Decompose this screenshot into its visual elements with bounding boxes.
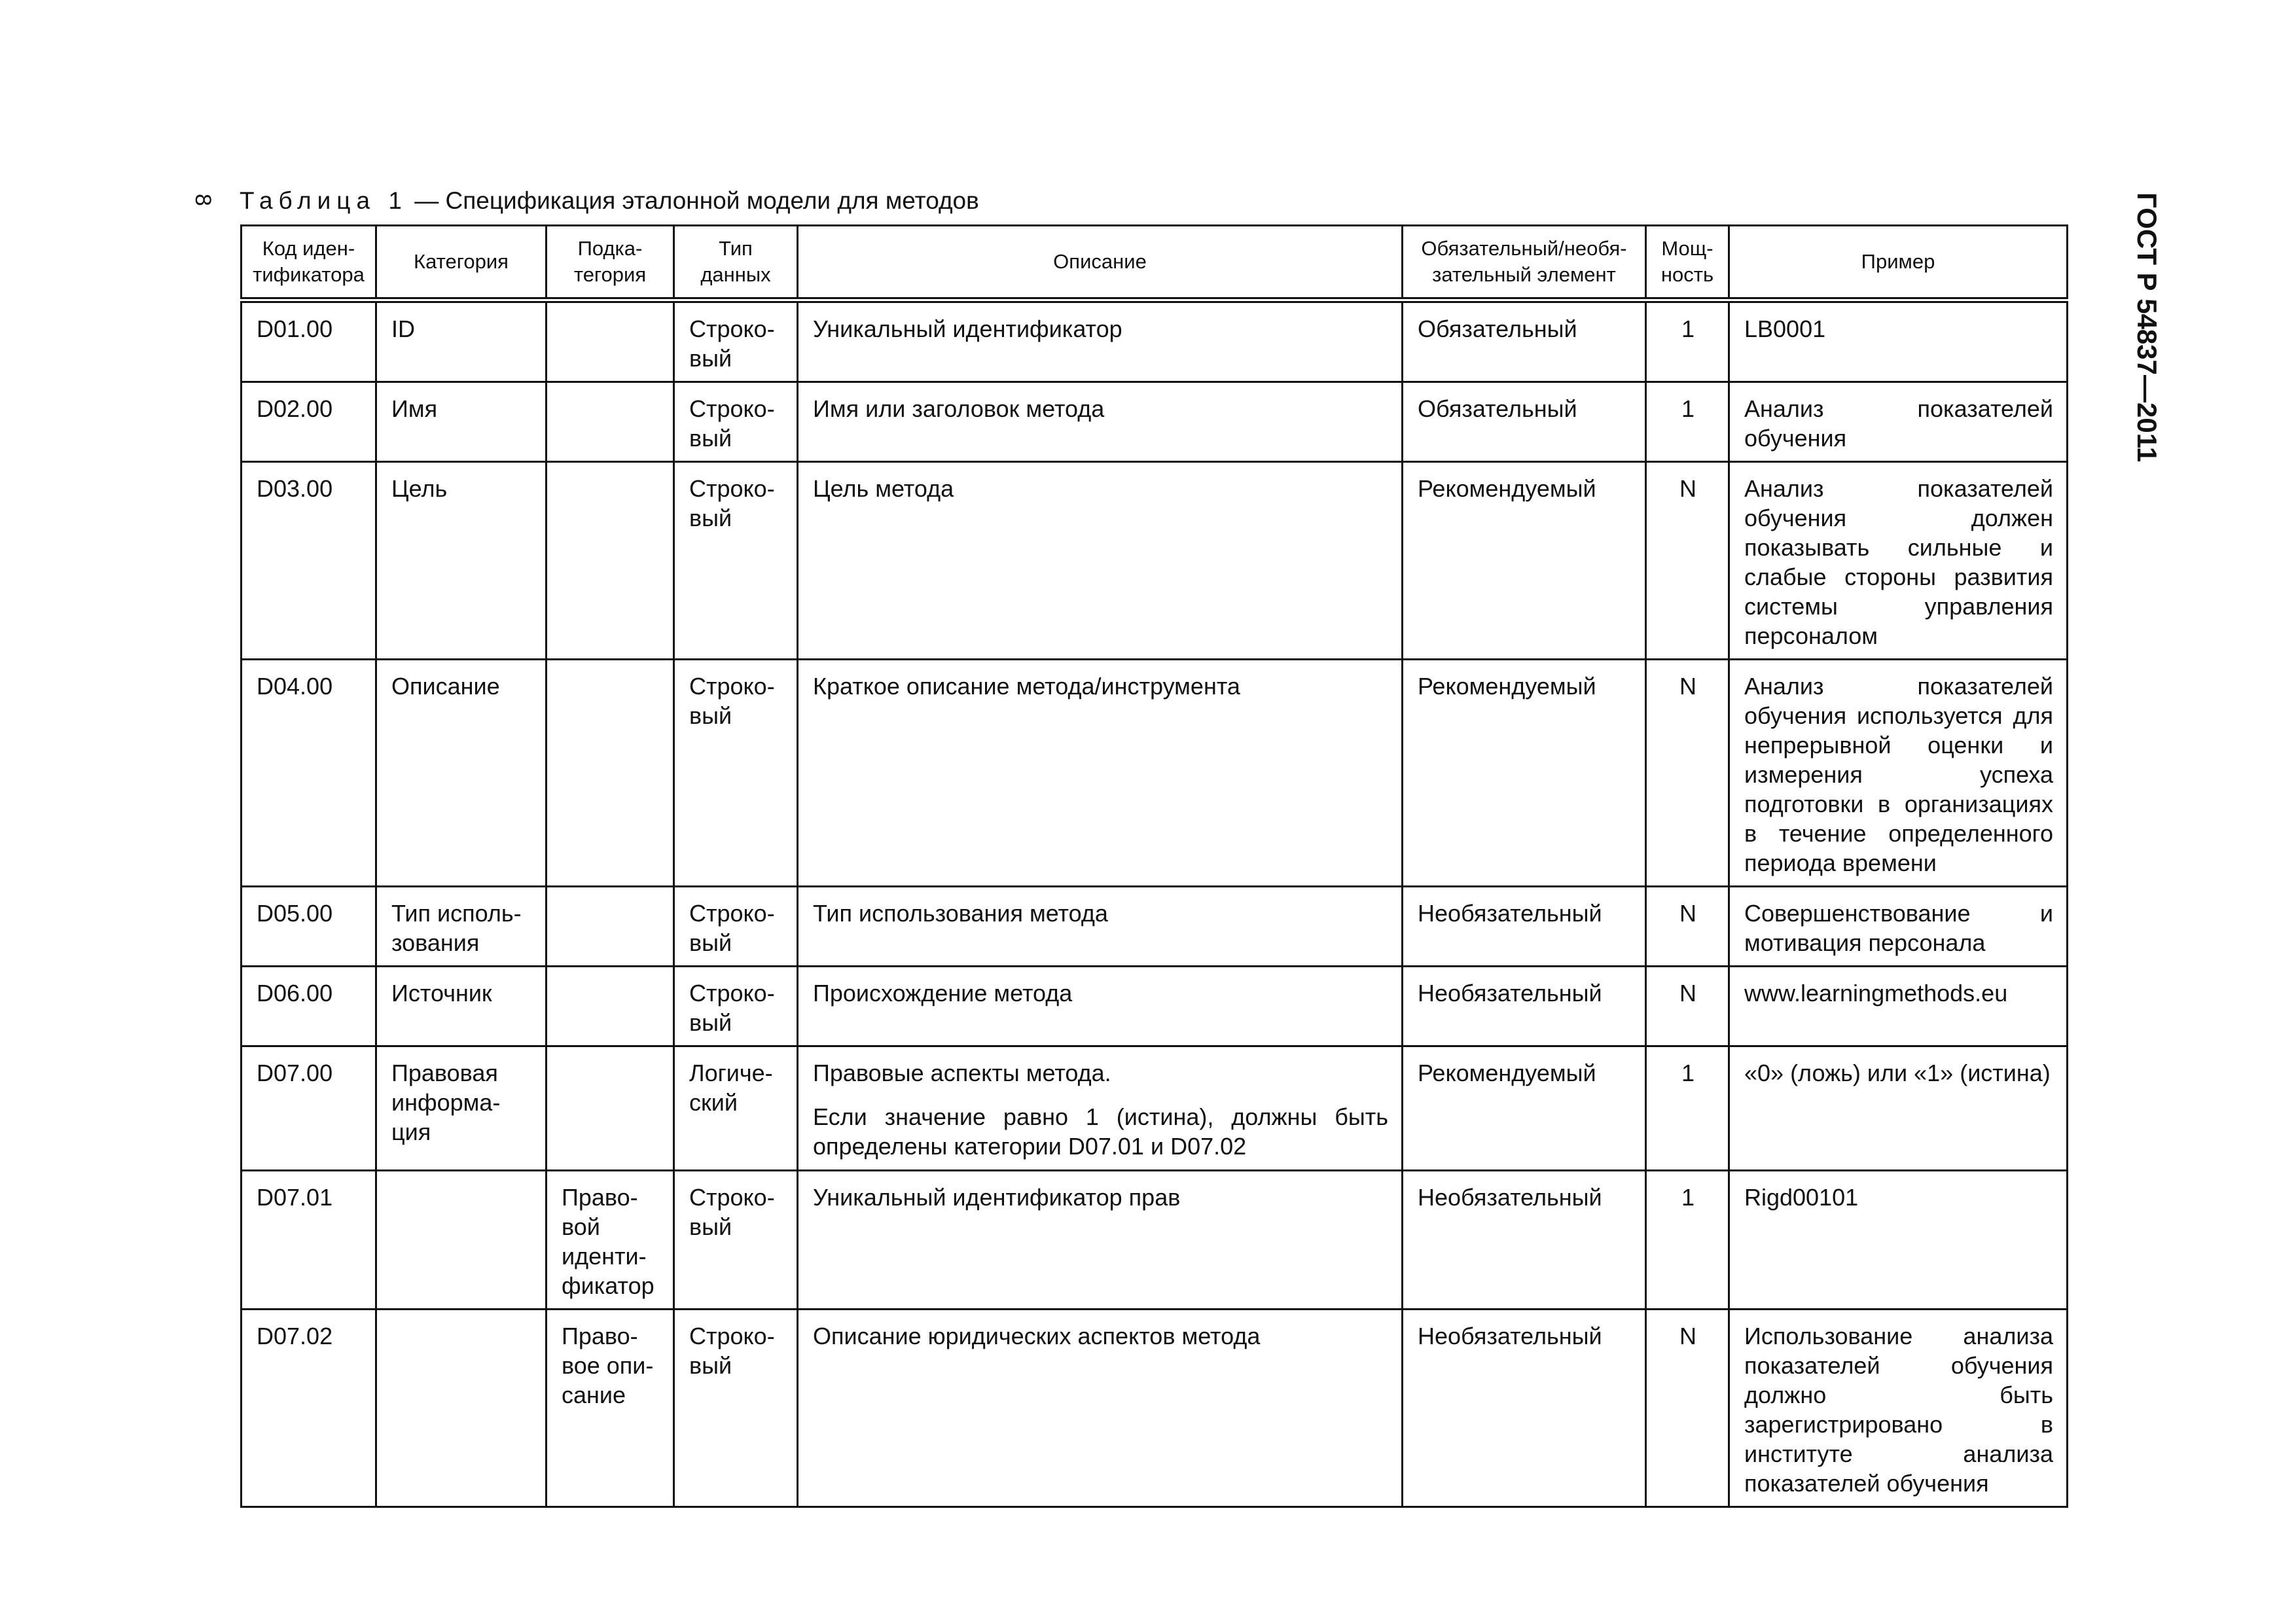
cell-description: Цель метода xyxy=(798,462,1403,660)
cell-description: Правовые аспекты метода. Если значение равно 1 (истина), должны быть определены категории D07.01 и D07.02 xyxy=(798,1046,1403,1171)
cell-description: Краткое описание метода/инструмента xyxy=(798,660,1403,887)
cell-description: Происхождение метода xyxy=(798,967,1403,1046)
cell-data-type: Строко- вый xyxy=(674,462,798,660)
cell-cardinality: N xyxy=(1646,462,1729,660)
standard-designation: ГОСТ Р 54837—2011 xyxy=(2132,192,2162,463)
cell-example: Rigd00101 xyxy=(1729,1171,2068,1310)
cell-example: Использование анализа показателей обучения должно быть зарегистрировано в институте анализа показателей обучения xyxy=(1729,1310,2068,1507)
header-cardinality: Мощ- ность xyxy=(1646,226,1729,300)
cell-subcategory xyxy=(547,887,674,967)
cell-required: Рекомендуемый xyxy=(1403,660,1646,887)
cell-data-type: Строко- вый xyxy=(674,967,798,1046)
cell-required: Необязательный xyxy=(1403,967,1646,1046)
cell-description: Имя или заголовок метода xyxy=(798,382,1403,462)
cell-description: Описание юридических аспектов метода xyxy=(798,1310,1403,1507)
table-row xyxy=(242,887,2068,967)
table-row xyxy=(242,382,2068,462)
cell-data-type: Строко- вый xyxy=(674,382,798,462)
cell-category: Имя xyxy=(376,382,547,462)
header-data-type: Тип данных xyxy=(674,226,798,300)
cell-subcategory xyxy=(547,382,674,462)
cell-cardinality: N xyxy=(1646,967,1729,1046)
cell-subcategory: Право- вой иденти- фикатор xyxy=(547,1171,674,1310)
cell-data-type: Строко- вый xyxy=(674,1171,798,1310)
cell-data-type: Строко- вый xyxy=(674,660,798,887)
cell-example: Анализ показателей обучения xyxy=(1729,382,2068,462)
table-row xyxy=(242,660,2068,887)
header-example: Пример xyxy=(1729,226,2068,300)
cell-example: Анализ показателей обучения используется для непрерывной оценки и измерения успеха подготовки в организациях в течение определенного периода времени xyxy=(1729,660,2068,887)
cell-code: D04.00 xyxy=(242,660,376,887)
cell-code: D02.00 xyxy=(242,382,376,462)
cell-category: Правовая информа- ция xyxy=(376,1046,547,1171)
cell-description-note: Если значение равно 1 (истина), должны быть определены категории D07.01 и D07.02 xyxy=(813,1103,1388,1160)
cell-description: Тип использования метода xyxy=(798,887,1403,967)
cell-cardinality: 1 xyxy=(1646,382,1729,462)
cell-cardinality: 1 xyxy=(1646,300,1729,382)
header-category: Категория xyxy=(376,226,547,300)
cell-data-type: Строко- вый xyxy=(674,1310,798,1507)
cell-example: «0» (ложь) или «1» (истина) xyxy=(1729,1046,2068,1171)
cell-description: Уникальный идентификатор прав xyxy=(798,1171,1403,1310)
cell-example: Анализ показателей обучения должен показывать сильные и слабые стороны развития системы управления персоналом xyxy=(1729,462,2068,660)
spec-table xyxy=(240,224,2068,1508)
header-description: Описание xyxy=(798,226,1403,300)
cell-subcategory: Право- вое опи- сание xyxy=(547,1310,674,1507)
cell-subcategory xyxy=(547,462,674,660)
cell-cardinality: 1 xyxy=(1646,1046,1729,1171)
cell-code: D07.00 xyxy=(242,1046,376,1171)
cell-category: Описание xyxy=(376,660,547,887)
header-required: Обязательный/необя- зательный элемент xyxy=(1403,226,1646,300)
table-caption-label: Таблица 1 xyxy=(240,187,408,214)
cell-example: LB0001 xyxy=(1729,300,2068,382)
cell-required: Обязательный xyxy=(1403,300,1646,382)
table-row xyxy=(242,967,2068,1046)
cell-category xyxy=(376,1171,547,1310)
cell-subcategory xyxy=(547,1046,674,1171)
cell-subcategory xyxy=(547,660,674,887)
cell-code: D07.02 xyxy=(242,1310,376,1507)
cell-data-type: Строко- вый xyxy=(674,300,798,382)
cell-code: D01.00 xyxy=(242,300,376,382)
cell-code: D07.01 xyxy=(242,1171,376,1310)
cell-cardinality: N xyxy=(1646,1310,1729,1507)
cell-code: D06.00 xyxy=(242,967,376,1046)
cell-required: Необязательный xyxy=(1403,1171,1646,1310)
cell-data-type: Строко- вый xyxy=(674,887,798,967)
page-number: 8 xyxy=(190,194,215,206)
cell-description: Уникальный идентификатор xyxy=(798,300,1403,382)
cell-category xyxy=(376,1310,547,1507)
table-header-row xyxy=(242,226,2068,300)
cell-code: D05.00 xyxy=(242,887,376,967)
cell-category: Тип исполь- зования xyxy=(376,887,547,967)
cell-required: Необязательный xyxy=(1403,1310,1646,1507)
table-row xyxy=(242,462,2068,660)
cell-data-type: Логиче- ский xyxy=(674,1046,798,1171)
cell-required: Рекомендуемый xyxy=(1403,462,1646,660)
cell-category: ID xyxy=(376,300,547,382)
cell-code: D03.00 xyxy=(242,462,376,660)
table-caption xyxy=(240,187,979,215)
cell-required: Необязательный xyxy=(1403,887,1646,967)
cell-example: Совершенствование и мотивация персонала xyxy=(1729,887,2068,967)
cell-required: Обязательный xyxy=(1403,382,1646,462)
header-code: Код иден- тификатора xyxy=(242,226,376,300)
table-caption-title: — Спецификация эталонной модели для методов xyxy=(407,187,979,214)
cell-cardinality: N xyxy=(1646,887,1729,967)
cell-category: Цель xyxy=(376,462,547,660)
cell-subcategory xyxy=(547,967,674,1046)
cell-category: Источник xyxy=(376,967,547,1046)
table-row xyxy=(242,1046,2068,1171)
cell-cardinality: N xyxy=(1646,660,1729,887)
cell-subcategory xyxy=(547,300,674,382)
cell-required: Рекомендуемый xyxy=(1403,1046,1646,1171)
table-row xyxy=(242,300,2068,382)
cell-cardinality: 1 xyxy=(1646,1171,1729,1310)
header-subcategory: Подка- тегория xyxy=(547,226,674,300)
table-row xyxy=(242,1310,2068,1507)
cell-example: www.learningmethods.eu xyxy=(1729,967,2068,1046)
table-row xyxy=(242,1171,2068,1310)
